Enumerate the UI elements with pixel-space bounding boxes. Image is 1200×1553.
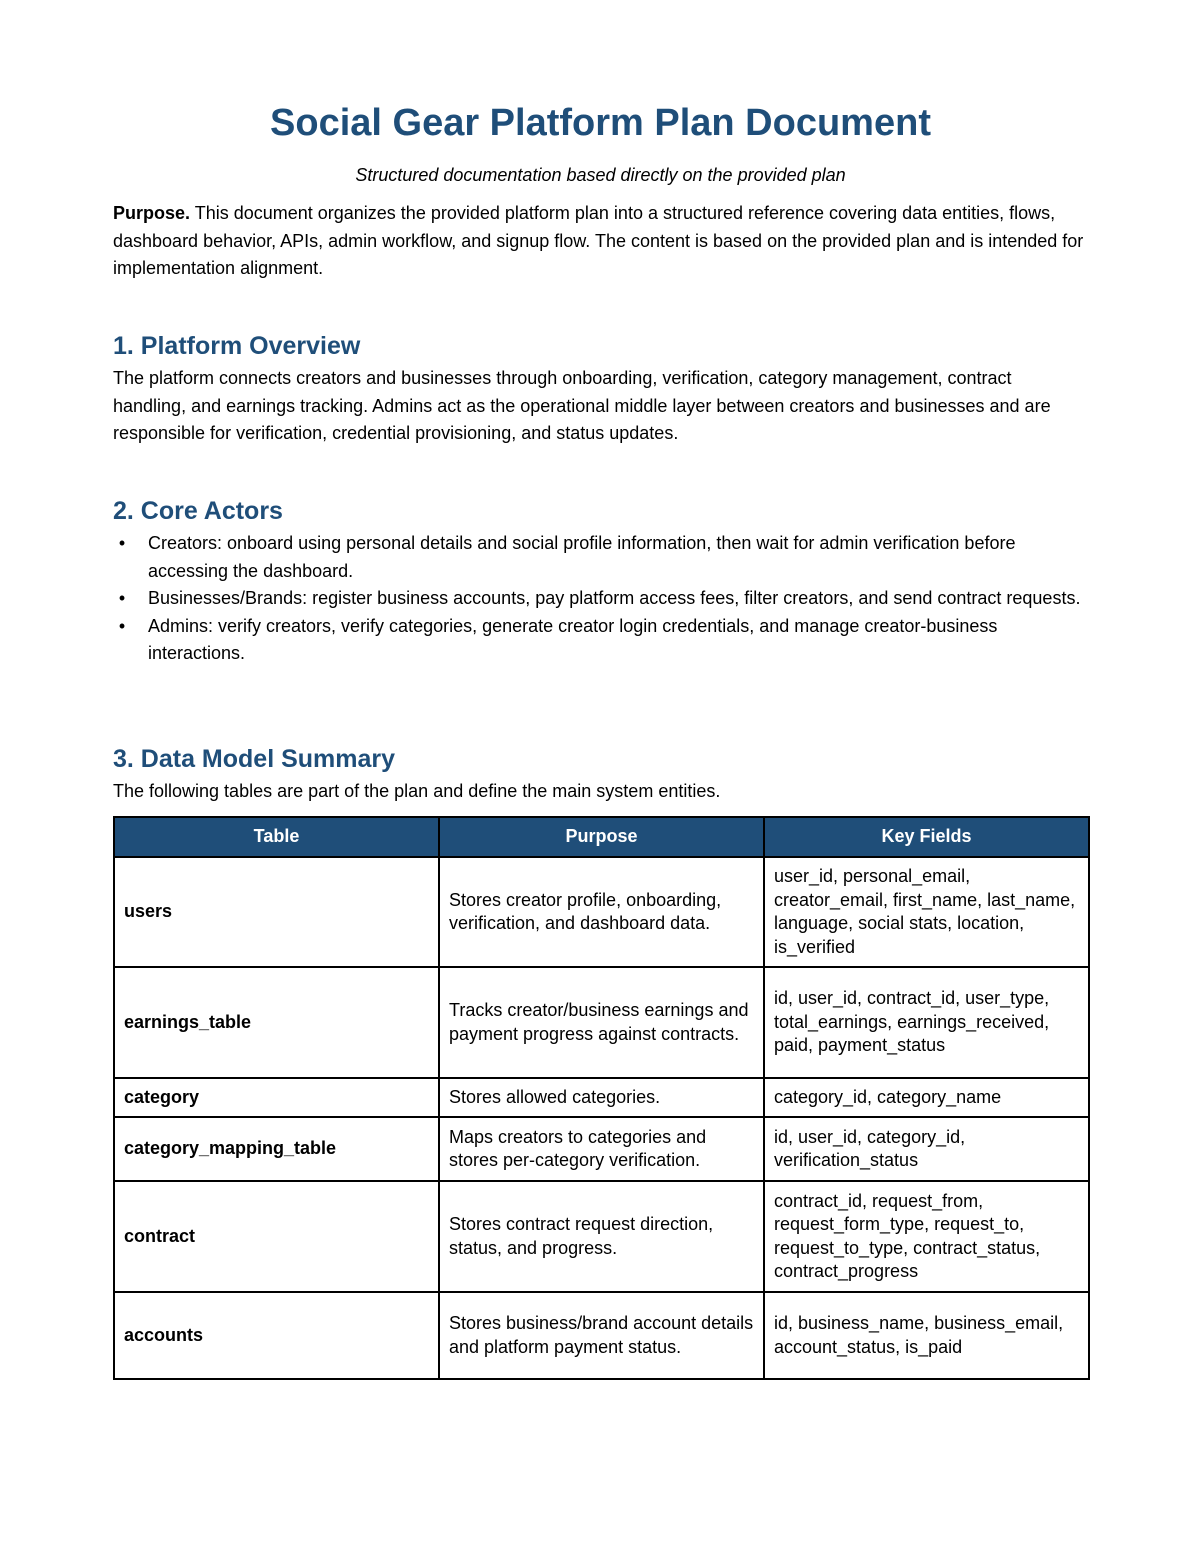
list-item xyxy=(113,585,1088,613)
table-row xyxy=(114,1181,1089,1292)
section-heading-data-model: 3. Data Model Summary xyxy=(113,745,396,773)
actor-item-text: Creators: onboard using personal details and social profile information, then wait for admin verification before accessing the dashboard. xyxy=(148,533,1016,581)
table-purpose-cell: Maps creators to categories and stores per-category verification. xyxy=(439,1117,764,1181)
table-purpose-cell: Tracks creator/business earnings and payment progress against contracts. xyxy=(439,967,764,1078)
table-row xyxy=(114,857,1089,967)
table-name-cell: category_mapping_table xyxy=(114,1117,439,1181)
purpose-text: This document organizes the provided platform plan into a structured reference covering data entities, flows, dashboard behavior, APIs, admin workflow, and signup flow. The content is based on the provided plan and is intended for implementation alignment. xyxy=(113,203,1084,278)
table-name-cell: users xyxy=(114,857,439,967)
data-model-intro: The following tables are part of the plan and define the main system entities. xyxy=(113,781,721,801)
table-name-cell: category xyxy=(114,1078,439,1117)
bullet-icon: • xyxy=(118,533,126,553)
table-fields-cell: id, user_id, category_id, verification_status xyxy=(764,1117,1089,1181)
column-header-table: Table xyxy=(114,817,439,857)
table-fields-cell: category_id, category_name xyxy=(764,1078,1089,1117)
table-fields-cell: user_id, personal_email, creator_email, first_name, last_name, language, social stats, location, is_verified xyxy=(764,857,1089,967)
bullet-icon: • xyxy=(118,615,126,636)
purpose-label: Purpose. xyxy=(113,203,191,223)
table-row xyxy=(114,1292,1089,1379)
column-header-purpose: Purpose xyxy=(439,817,764,857)
data-model-table xyxy=(113,816,1090,1380)
table-fields-cell: id, business_name, business_email, account_status, is_paid xyxy=(764,1292,1089,1379)
page-title: Social Gear Platform Plan Document xyxy=(270,102,931,144)
section-heading-actors: 2. Core Actors xyxy=(113,497,283,525)
table-row xyxy=(114,1078,1089,1117)
overview-paragraph: The platform connects creators and businesses through onboarding, verification, category management, contract handling, and earnings tracking. Admins act as the operational middle layer between creators and businesses and are responsible for verification, credential provisioning, and status updates. xyxy=(113,368,1051,443)
table-name-cell: earnings_table xyxy=(114,967,439,1078)
actor-item-text: Businesses/Brands: register business accounts, pay platform access fees, filter creators, and send contract requests. xyxy=(148,588,1081,608)
purpose-paragraph xyxy=(113,200,1088,283)
list-item xyxy=(113,613,1088,668)
table-purpose-cell: Stores business/brand account details and platform payment status. xyxy=(439,1292,764,1379)
table-row xyxy=(114,1117,1089,1181)
table-fields-cell: contract_id, request_from, request_form_type, request_to, request_to_type, contract_status, contract_progress xyxy=(764,1181,1089,1292)
table-purpose-cell: Stores contract request direction, status, and progress. xyxy=(439,1181,764,1292)
table-purpose-cell: Stores creator profile, onboarding, verification, and dashboard data. xyxy=(439,857,764,967)
table-purpose-cell: Stores allowed categories. xyxy=(439,1078,764,1117)
bullet-icon: • xyxy=(118,588,126,608)
page-subtitle: Structured documentation based directly on the provided plan xyxy=(355,165,846,185)
table-fields-cell: id, user_id, contract_id, user_type, total_earnings, earnings_received, paid, payment_status xyxy=(764,967,1089,1078)
table-name-cell: contract xyxy=(114,1181,439,1292)
column-header-key-fields: Key Fields xyxy=(764,817,1089,857)
table-header-row xyxy=(114,817,1089,857)
table-row xyxy=(114,967,1089,1078)
section-heading-overview: 1. Platform Overview xyxy=(113,332,361,360)
list-item xyxy=(113,530,1088,585)
actor-list xyxy=(113,530,1088,668)
actor-item-text: Admins: verify creators, verify categories, generate creator login credentials, and manage creator-business interactions. xyxy=(148,615,998,663)
table-name-cell: accounts xyxy=(114,1292,439,1379)
